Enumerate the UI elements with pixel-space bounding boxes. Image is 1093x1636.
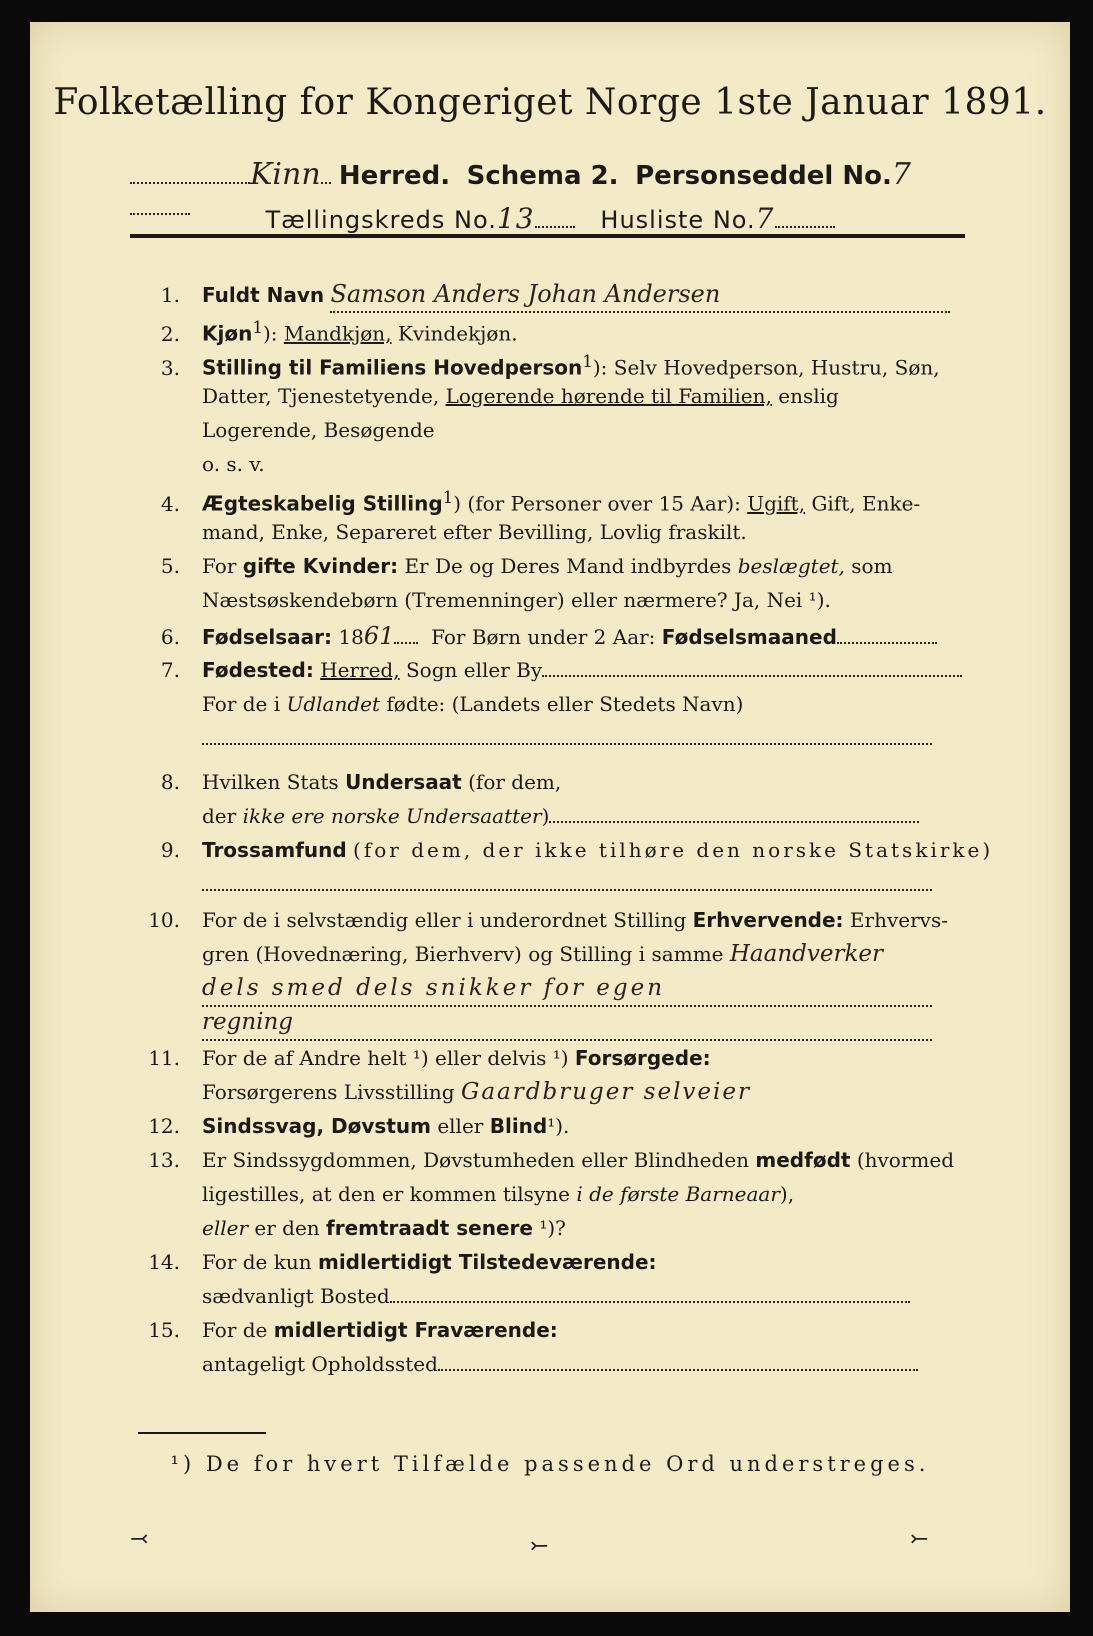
q6-answer: 61 [363,622,395,650]
herred-label: Herred. [338,161,451,191]
q10-answer-1: Haandverker [729,941,884,967]
q8-line2 [130,799,965,833]
q13-line2-b: ), [779,1182,795,1206]
q13-line3-a: er den [254,1216,320,1240]
q5-line1-a: Er De og Deres Mand indbyrdes [404,554,732,578]
q9-number: 9. [160,838,180,862]
q4-line1-a: ) (for Personer over 15 Aar): [453,491,741,516]
q5-number: 5. [160,554,180,578]
q2-number: 2. [160,321,180,346]
q9-label: Trossamfund [202,838,347,862]
q6-birth-year [130,619,965,654]
q1-number: 1. [160,283,180,307]
registration-mark-center-icon: ⤚ [530,1534,549,1559]
q1-label: Fuldt Navn [202,283,325,307]
kreds-value: 13 [496,202,535,235]
q14-number: 14. [148,1250,180,1274]
q4-selected-option: Ugift, [747,491,806,516]
q10-occupation [130,903,965,937]
q8-line2-em: ikke ere norske Undersaatter [242,804,542,828]
q4-label: Ægteskabelig Stilling [202,491,443,516]
q3-line2 [130,379,965,413]
q15-line2 [130,1347,965,1381]
kreds-line [30,202,1070,235]
q11-line2-a: Forsørgerens Livsstilling [202,1080,455,1104]
q12-bold2: Blind [489,1114,548,1138]
census-form-page [30,22,1070,1612]
q5-label: gifte Kvinder: [242,554,399,578]
q7-line2-b: fødte: (Landets eller Stedets Navn) [386,692,744,716]
q2-tail: ): [262,321,278,346]
q10-line1-a: For de i selvstændig eller i underordnet Stilling [202,908,687,932]
q10-line2 [130,937,965,971]
q13-line2-a: ligestilles, at den er kommen tilsyne [202,1182,570,1206]
q5-married-women [130,549,965,583]
personseddel-label: Personseddel No. [635,161,892,191]
q6-label: Fødselsaar: [202,625,332,649]
q5-line1-b: som [851,554,893,578]
kreds-label: Tællingskreds No. [265,206,497,234]
q14-temporarily-present [130,1245,965,1279]
footnote-divider [138,1432,266,1434]
q10-line2-a: gren (Hovednæring, Bierhverv) og Stilling i samme [202,942,724,966]
q15-line2-text: antageligt Opholdssted [202,1352,438,1376]
herred-value: Kinn [250,157,321,192]
q3-line2-b: enslig [778,384,839,408]
q7-number: 7. [160,658,180,682]
q11-answer: Gaardbruger selveier [460,1079,751,1105]
q12-bold1: Sindssvag, Døvstum [202,1114,431,1138]
q8-line1-b: (for dem, [468,770,562,794]
q13-line3-b: ¹)? [539,1216,566,1240]
q8-line1-bold: Undersaat [345,770,462,794]
q10-answer-2: dels smed dels snikker for egen [202,971,932,1007]
q13-line2 [130,1177,965,1211]
q9-blank-line [130,867,965,901]
q10-line1-b: Erhvervs- [849,908,948,932]
q13-line3-em: eller [202,1216,249,1240]
q6-number: 6. [160,625,180,649]
q4-line1-b: Gift, Enke- [811,491,921,516]
q10-answer-3: regning [202,1005,932,1041]
registration-mark-right-icon: ⤚ [910,1527,929,1552]
q3-label: Stilling til Familiens Hovedperson [202,355,583,380]
q11-line1-a: For de af Andre helt ¹) eller delvis ¹) [202,1046,569,1070]
q3-selected-option: Logerende hørende til Familien, [445,384,772,408]
q10-line4 [130,1005,965,1041]
q7-selected-option: Herred, [320,658,400,682]
personseddel-value: 7 [891,157,911,192]
q11-number: 11. [148,1046,180,1070]
q3-sup: 1 [582,352,593,371]
q7-line2 [130,687,965,721]
q3-line4: o. s. v. [202,452,265,476]
q9-religion [130,833,994,867]
q13-number: 13. [148,1148,180,1172]
q7-label: Fødested: [202,658,314,682]
husliste-value: 7 [755,202,775,235]
q13-line1-bold: medfødt [755,1148,851,1172]
q13-line2-em: i de første Barneaar [576,1182,780,1206]
q5-line1-em: beslægtet, [737,554,845,578]
q13-line3-bold: fremtraadt senere [326,1216,533,1240]
q3-number: 3. [160,355,180,380]
q11-line2 [130,1075,965,1109]
footnote: ¹) De for hvert Tilfælde passende Ord understreges. [170,1452,930,1476]
q14-line2-text: sædvanligt Bosted [202,1284,390,1308]
q8-line2-a: der [202,804,237,828]
q14-label: midlertidigt Tilstedeværende: [317,1250,657,1274]
q15-label: midlertidigt Fraværende: [273,1318,558,1342]
q6-mid: For Børn under 2 Aar: [431,625,656,649]
q1-full-name [130,277,965,313]
q9-rest: (for dem, der ikke tilhøre den norske Statskirke) [353,838,994,862]
form-title: Folketælling for Kongeriget Norge 1ste Januar 1891. [53,82,1047,123]
q7-line2-em: Udlandet [286,692,381,716]
q15-number: 15. [148,1318,180,1342]
q8-line1-a: Hvilken Stats [202,770,339,794]
q15-pre: For de [202,1318,268,1342]
q12-number: 12. [148,1114,180,1138]
q4-number: 4. [160,491,180,516]
q11-supported [130,1041,965,1075]
q13-line1-b: (hvormed [856,1148,954,1172]
registration-mark-left-icon: ⤙ [130,1527,149,1552]
q2-label: Kjøn [202,321,253,346]
q12-mid: eller [437,1114,484,1138]
q14-line2 [130,1279,965,1313]
q11-line1-bold: Forsørgede: [574,1046,711,1070]
q8-line2-b: ) [541,804,550,828]
header-divider [130,234,965,238]
q13-line3 [130,1211,965,1245]
q7-rest: Sogn eller By [405,658,543,682]
q12-disability [130,1109,965,1143]
q7-blank-line [130,721,965,755]
q1-answer: Samson Anders Johan Andersen [330,277,950,313]
q4-sup: 1 [442,488,454,507]
q2-other-option: Kvindekjøn. [397,321,518,346]
q7-birthplace [130,653,965,687]
q15-temporarily-absent [130,1313,965,1347]
schema-label: Schema 2. [466,161,619,191]
q3-line1: ): Selv Hovedperson, Hustru, Søn, [592,355,940,380]
q2-sup: 1 [252,318,263,337]
q2-selected-option: Mandkjøn, [283,321,392,346]
q8-number: 8. [160,770,180,794]
q3-line2-a: Datter, Tjenestetyende, [202,384,440,408]
q6-label2: Fødselsmaaned [661,625,837,649]
husliste-label: Husliste No. [600,206,756,234]
q5-pre: For [202,554,237,578]
q10-line3 [130,971,965,1007]
q8-citizenship [130,765,965,799]
q4-line2: mand, Enke, Separeret efter Bevilling, Lovlig fraskilt. [202,520,747,544]
q12-tail: ¹). [547,1114,570,1138]
q13-line1-a: Er Sindssygdommen, Døvstumheden eller Blindheden [202,1148,750,1172]
q10-line1-bold: Erhvervende: [692,908,844,932]
q13-congenital [130,1143,965,1177]
q7-line2-a: For de i [202,692,281,716]
q6-prefix: 18 [338,625,364,649]
q5-line2: Næstsøskendebørn (Tremenninger) eller nærmere? Ja, Nei ¹). [202,588,831,612]
q14-pre: For de kun [202,1250,312,1274]
q10-number: 10. [148,908,180,932]
q3-line3: Logerende, Besøgende [202,418,435,442]
